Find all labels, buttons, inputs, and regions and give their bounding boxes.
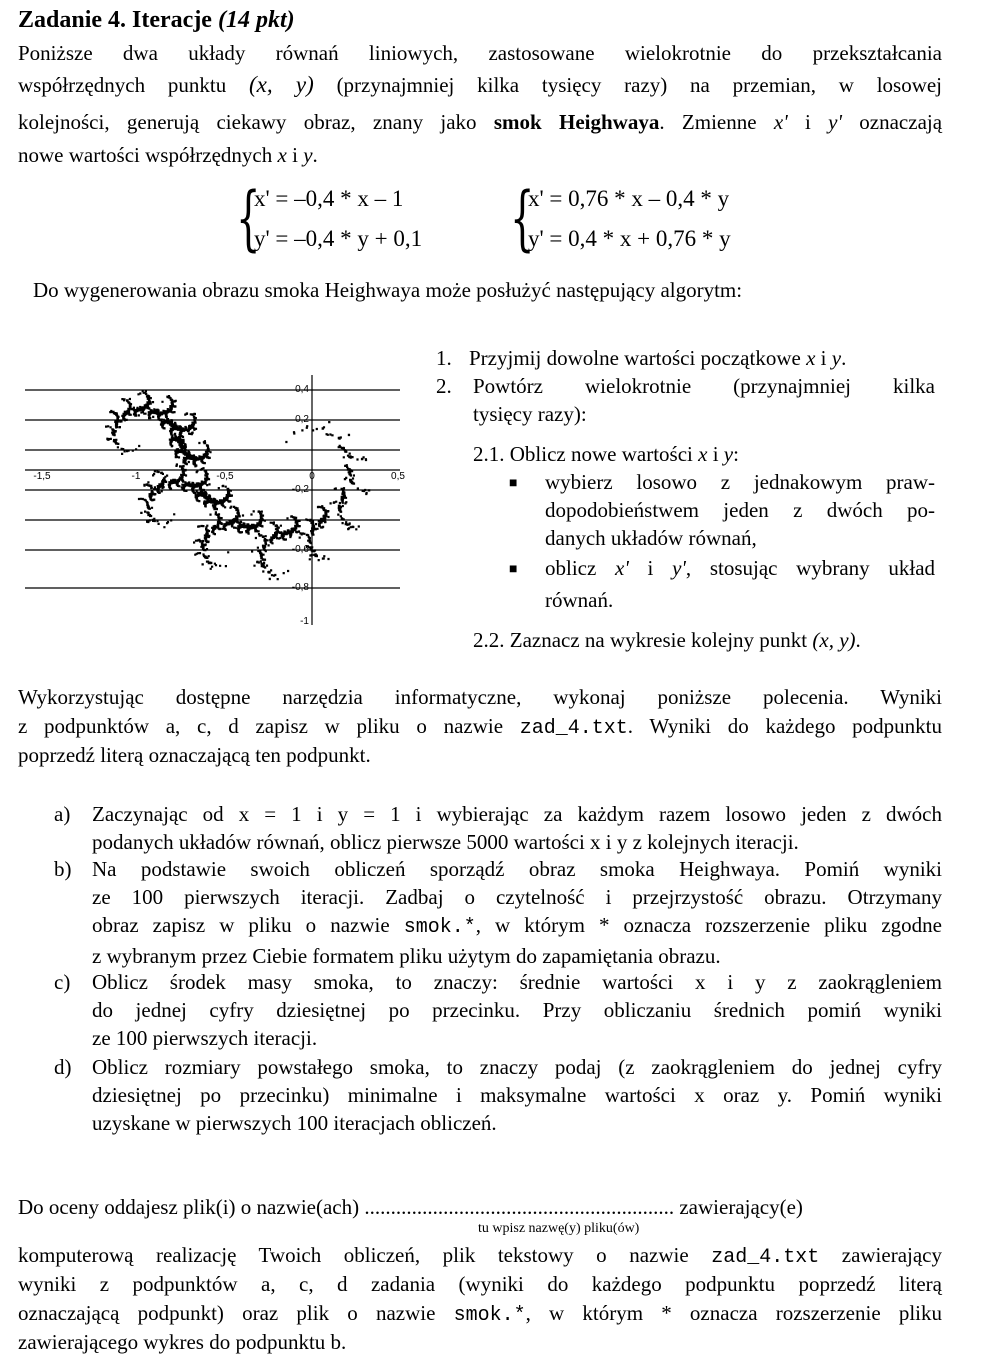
footer-line-5: zawierającego wykres do podpunktu b. <box>18 1330 347 1354</box>
bullet-2-line-1 <box>545 554 935 582</box>
intro-line-4 <box>18 140 942 170</box>
subtask-d-line-2: dziesiętnej po przecinku) minimalne i maksymalne wartości x oraz y. Pomiń wyniki <box>92 1083 942 1107</box>
instructions-text: . Wyniki do każdego podpunktu <box>627 714 942 738</box>
intro-text: i <box>292 143 298 167</box>
intro-text: współrzędnych punktu <box>18 73 227 97</box>
system-2-eq-2: y' = 0,4 * x + 0,76 * y <box>528 226 731 251</box>
intro-text: nowe wartości współrzędnych <box>18 143 273 167</box>
var-x-prime: x' <box>615 556 629 580</box>
system-2-brace: { <box>510 177 535 259</box>
intro-line-3 <box>18 107 942 137</box>
filename-smok: smok.* <box>403 916 476 939</box>
subtask-b-line-3 <box>92 911 942 942</box>
footer-text: , w którym * oznacza rozszerzenie pliku <box>525 1301 942 1325</box>
footer-line-1 <box>18 1192 942 1222</box>
step-text: , stosując wybrany układ <box>685 556 936 580</box>
step-text: oblicz <box>545 556 597 580</box>
instructions-line-1: Wykorzystując dostępne narzędzia informatyczne, wykonaj poniższe polecenia. Wyniki <box>18 685 942 709</box>
instructions-line-3: poprzedź literą oznaczającą ten podpunkt. <box>18 743 371 767</box>
step-text: i <box>820 346 827 370</box>
var-x-prime: x' <box>773 110 788 134</box>
subtask-label: d) <box>54 1055 72 1079</box>
x-tick-label: -0,5 <box>216 471 234 482</box>
subtask-d-line-1: Oblicz rozmiary powstałego smoka, to znaczy podaj (z zaokrągleniem do jednej cyfry <box>92 1055 942 1079</box>
bullet-1-line-3: danych układów równań, <box>545 526 757 550</box>
y-tick-label: -1 <box>300 616 309 627</box>
subtask-d-line-3: uzyskane w pierwszych 100 iteracjach obliczeń. <box>92 1111 497 1135</box>
bullet-1-line-2: dopodobieństwem jeden z dwóch po- <box>545 498 935 522</box>
step-text: Przyjmij dowolne wartości początkowe <box>469 346 801 370</box>
footer-text: Do oceny oddajesz plik(i) o nazwie(ach) <box>18 1195 360 1219</box>
bullet-1-line-1: wybierz losowo z jednakowym praw- <box>545 470 935 494</box>
step-text: i <box>712 442 719 466</box>
y-tick-label: 0,4 <box>295 384 309 395</box>
intro-text: i <box>805 110 811 134</box>
intro-line-1: Poniższe dwa układy równań liniowych, zastosowane wielokrotnie do przekształcania <box>18 41 942 65</box>
subtask-b-line-2: ze 100 pierwszych iteracji. Zadbaj o czytelność i przejrzystość obrazu. Otrzymany <box>92 885 942 909</box>
algorithm-step-2-line-1: Powtórz wielokrotnie (przynajmniej kilka <box>473 374 935 398</box>
dragon-name: smok Heighwaya <box>493 110 660 134</box>
step-text: . <box>855 628 861 652</box>
y-tick-label: 0,2 <box>295 414 309 425</box>
task-points: (14 pkt) <box>217 7 295 33</box>
var-x: x <box>698 442 708 466</box>
x-tick-label: -1 <box>131 471 141 482</box>
subtask-c-line-1: Oblicz środek masy smoka, to znaczy: średnie wartości x i y z zaokrągleniem <box>92 970 942 994</box>
system-1-eq-2: y' = –0,4 * y + 0,1 <box>254 226 423 251</box>
intro-text: . Zmienne <box>659 110 757 134</box>
step-text: : <box>733 442 739 466</box>
x-tick-label: 0 <box>309 471 315 482</box>
task-title <box>18 2 295 38</box>
footer-text: oznaczającą podpunkt) oraz plik o nazwie <box>18 1301 436 1325</box>
filename-zad4: zad_4.txt <box>519 717 628 740</box>
y-tick-label: -0,6 <box>291 544 309 555</box>
var-y-prime: y' <box>828 110 842 134</box>
subtask-label: c) <box>54 970 71 994</box>
var-y: y <box>831 346 842 370</box>
intro-text: . <box>312 143 318 167</box>
subtask-label: b) <box>54 857 72 881</box>
algorithm-intro: Do wygenerowania obrazu smoka Heighwaya może posłużyć następujący algorytm: <box>33 278 743 302</box>
subtask-a-line-1: Zaczynając od x = 1 i y = 1 i wybierając za każdym razem losowo jeden z dwóch <box>92 802 942 826</box>
subtask-a-line-2: podanych układów równań, oblicz pierwsze 5000 wartości x i y z kolejnych iteracji. <box>92 830 799 854</box>
step-text: . <box>841 346 847 370</box>
step-text: 2.1. Oblicz nowe wartości <box>473 442 693 466</box>
var-y: y <box>723 442 734 466</box>
intro-text: kolejności, generują ciekawy obraz, znany jako <box>18 110 477 134</box>
footer-text: zawierający <box>841 1243 943 1267</box>
intro-text: (przynajmniej kilka tysięcy razy) na przemian, w losowej <box>336 73 943 97</box>
algorithm-step-2-number: 2. <box>436 374 452 398</box>
filename-zad4: zad_4.txt <box>711 1246 820 1269</box>
y-tick-label: -0,2 <box>291 484 309 495</box>
algorithm-step-1 <box>436 344 846 372</box>
system-1-eq-1: x' = –0,4 * x – 1 <box>254 186 404 211</box>
dragon-chart <box>20 370 415 632</box>
var-y: y <box>303 143 313 167</box>
dragon-fractal <box>105 390 370 580</box>
x-tick-label: 0,5 <box>391 471 405 482</box>
instructions-text: z podpunktów a, c, d zapisz w pliku o nazwie <box>18 714 504 738</box>
subtask-c-line-2: do jednej cyfry dziesiętnej po przecinku. Przy obliczaniu średnich pomiń wyniki <box>92 998 942 1022</box>
bullet-square-icon: ■ <box>509 476 518 491</box>
intro-point-xy: (x, y) <box>249 72 314 97</box>
step-number: 1. <box>436 346 452 370</box>
system-1-brace: { <box>236 177 261 259</box>
subtask-b-line-1: Na podstawie swoich obliczeń sporządź obraz smoka Heighwaya. Pomiń wyniki <box>92 857 942 881</box>
y-tick-label: -0,8 <box>291 582 309 593</box>
algorithm-step-2-2 <box>473 626 861 654</box>
footer-text: zawierający(e) <box>679 1195 803 1219</box>
dragon-points <box>105 390 370 580</box>
point-xy: (x, y) <box>812 628 856 652</box>
subtask-b-line-4: z wybranym przez Ciebie formatem pliku użytym do zapamiętania obrazu. <box>92 944 721 968</box>
subtask-label: a) <box>54 802 71 826</box>
step-text: i <box>647 556 654 580</box>
intro-text: oznaczają <box>859 110 943 134</box>
var-y-prime: y' <box>672 556 686 580</box>
filename-smok: smok.* <box>453 1304 526 1327</box>
algorithm-step-2-line-2: tysięcy razy): <box>473 402 587 426</box>
system-2-eq-1: x' = 0,76 * x – 0,4 * y <box>528 186 730 211</box>
subtask-c-line-3: ze 100 pierwszych iteracji. <box>92 1026 318 1050</box>
algorithm-step-2-1 <box>473 440 739 468</box>
bullet-2-line-2: równań. <box>545 588 614 612</box>
x-tick-label: -1,5 <box>33 471 51 482</box>
var-x: x <box>277 143 287 167</box>
footer-text: komputerową realizację Twoich obliczeń, plik tekstowy o nazwie <box>18 1243 689 1267</box>
task-title-text: Zadanie 4. Iteracje <box>18 7 212 33</box>
bullet-square-icon: ■ <box>509 562 518 577</box>
var-x: x <box>806 346 816 370</box>
subtask-text: , w którym * oznacza rozszerzenie pliku zgodne <box>475 913 942 937</box>
filename-blank[interactable]: ........................................................... <box>364 1195 675 1219</box>
intro-line-2 <box>18 70 942 100</box>
footer-line-3: wyniki z podpunktów a, c, d zadania (wyniki do każdego podpunktu poprzedź literą <box>18 1272 942 1296</box>
filename-hint: tu wpisz nazwę(y) pliku(ów) <box>478 1221 640 1236</box>
subtask-text: obraz zapisz w pliku o nazwie <box>92 913 390 937</box>
step-text: 2.2. Zaznacz na wykresie kolejny punkt <box>473 628 808 652</box>
